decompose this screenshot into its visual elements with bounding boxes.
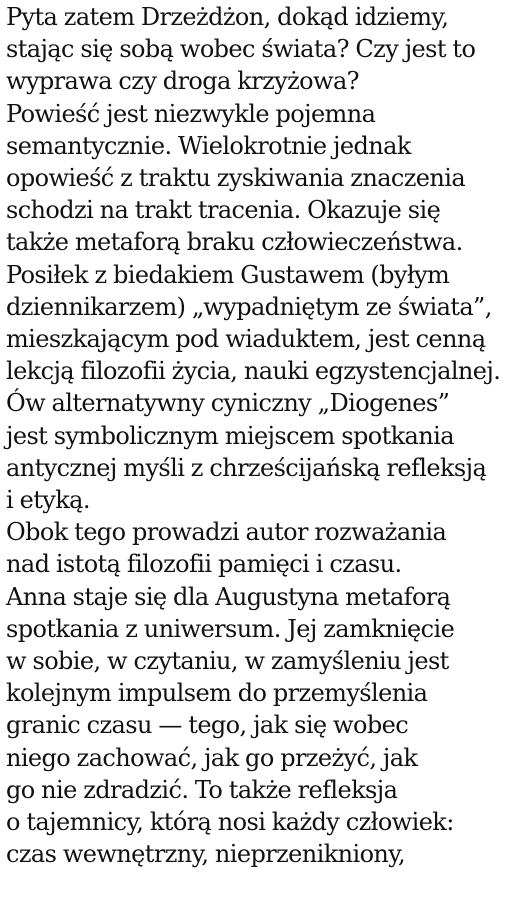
text-line: Ów alternatywny cyniczny „Diogenes” — [6, 389, 450, 418]
text-line: Powieść jest niezwykle pojemna — [6, 99, 376, 128]
text-line: opowieść z traktu zyskiwania znaczenia — [6, 164, 466, 193]
text-line: Posiłek z biedakiem Gustawem (byłym — [6, 260, 450, 289]
text-line: kolejnym impulsem do przemyślenia — [6, 679, 428, 708]
text-line: także metaforą braku człowieczeństwa. — [6, 228, 463, 257]
text-line: wyprawa czy droga krzyżowa? — [6, 67, 359, 96]
text-line: Obok tego prowadzi autor rozważania — [6, 518, 447, 547]
text-line: antycznej myśli z chrześcijańską refleksją — [6, 453, 487, 482]
text-line: spotkania z uniwersum. Jej zamknięcie — [6, 614, 455, 643]
text-line: granic czasu — tego, jak się wobec — [6, 711, 409, 740]
text-line: mieszkającym pod wiaduktem, jest cenną — [6, 325, 486, 354]
text-line: dziennikarzem) „wypadniętym ze świata”, — [6, 292, 492, 321]
article-text — [6, 0, 523, 870]
text-line: i etyką. — [6, 486, 90, 515]
text-line: Anna staje się dla Augustyna metaforą — [6, 582, 451, 611]
text-line: nad istotą filozofii pamięci i czasu. — [6, 550, 402, 579]
text-line: niego zachować, jak go przeżyć, jak — [6, 743, 418, 772]
text-line: o tajemnicy, którą nosi każdy człowiek: — [6, 808, 454, 837]
text-line: semantycznie. Wielokrotnie jednak — [6, 131, 411, 160]
text-line: Pyta zatem Drzeżdżon, dokąd idziemy, — [6, 3, 449, 31]
text-line: schodzi na trakt tracenia. Okazuje się — [6, 196, 441, 225]
text-line: stając się sobą wobec świata? Czy jest to — [6, 35, 476, 64]
text-line: czas wewnętrzny, nieprzenikniony, — [6, 840, 406, 869]
text-line: w sobie, w czytaniu, w zamyśleniu jest — [6, 647, 449, 676]
text-line: lekcją filozofii życia, nauki egzystencjalnej. — [6, 357, 501, 386]
text-line: jest symbolicznym miejscem spotkania — [6, 421, 454, 450]
text-line: go nie zdradzić. To także refleksja — [6, 775, 398, 804]
